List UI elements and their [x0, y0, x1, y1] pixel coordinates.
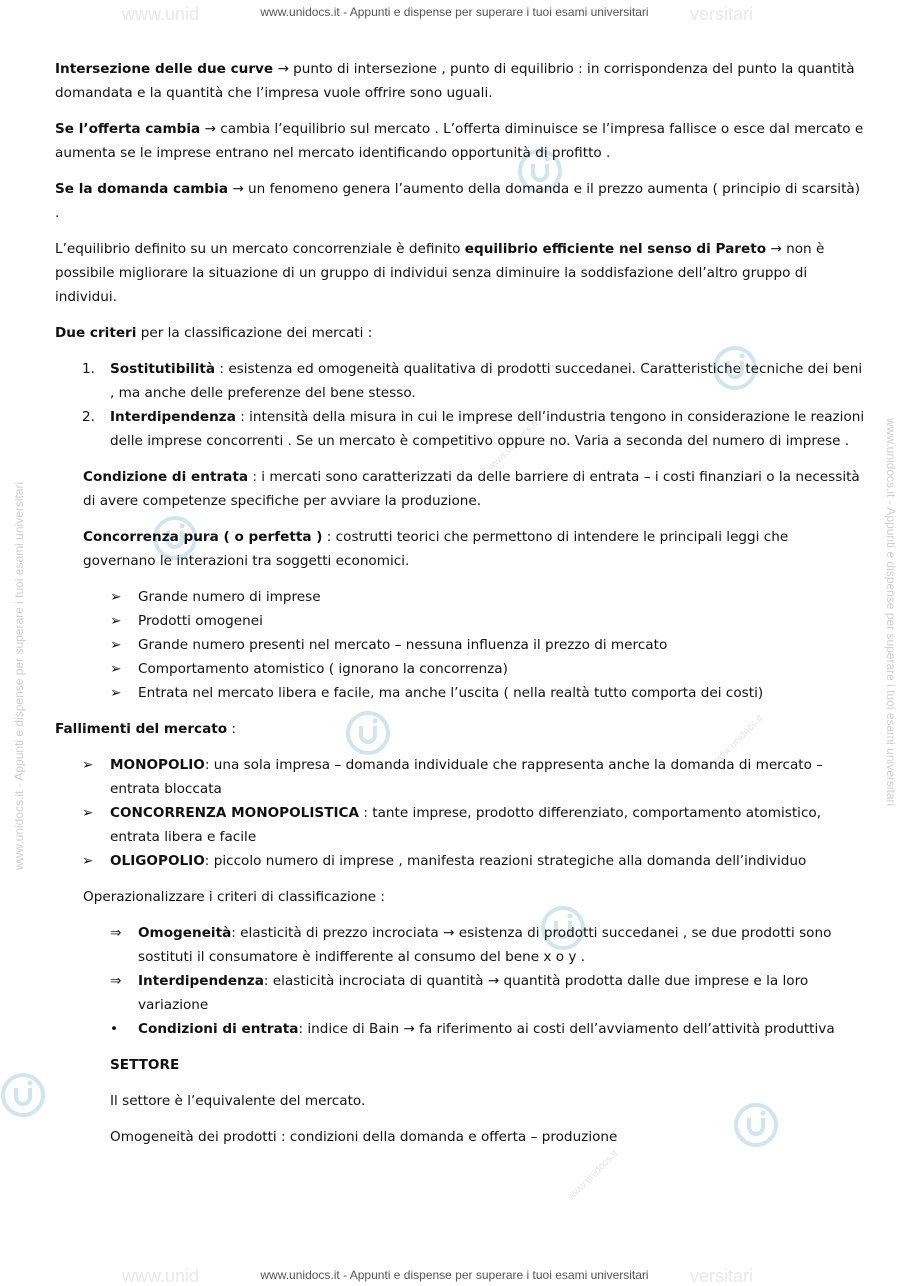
implies-arrow-icon: ⇒ [110, 973, 122, 989]
section-heading-settore [110, 1053, 865, 1077]
concorrenza-list [110, 585, 865, 705]
list-item [82, 753, 865, 801]
arrowhead-bullet-icon: ➢ [82, 853, 94, 869]
watermark-header: www.unidocs.it - Appunti e dispense per superare i tuoi esami universitari [260, 5, 649, 19]
list-item-text: : indice di Bain [298, 1021, 404, 1037]
list-number: 1. [82, 361, 95, 377]
paragraph-text: L’equilibrio definito su un mercato concorrenziale è definito [55, 241, 465, 257]
list-item-text: : una sola impresa – domanda individuale che rappresenta anche la domanda di mercato – entrata bloccata [110, 757, 824, 797]
arrowhead-bullet-icon: ➢ [110, 685, 122, 701]
arrow-icon: → [232, 181, 244, 197]
arrowhead-bullet-icon: ➢ [110, 637, 122, 653]
list-item-text: Grande numero presenti nel mercato – nessuna influenza il prezzo di mercato [138, 637, 668, 653]
term-criteri: Due criteri [55, 325, 137, 341]
list-item-text: : esistenza ed omogeneità qualitativa di prodotti succedanei. Caratteristiche tecniche dei beni , ma anche delle preferenze del bene stesso. [110, 361, 863, 401]
list-item [82, 801, 865, 849]
arrowhead-bullet-icon: ➢ [110, 613, 122, 629]
list-item [110, 969, 865, 1017]
watermark-side-left: www.unidocs.it - Appunti e dispense per superare i tuoi esami universitari [12, 481, 26, 870]
list-item-text: : intensità della misura in cui le imprese dell’industria tengono in considerazione le reazioni delle imprese concorrenti . Se un mercato è competitivo oppure no. Varia a seconda del numero di imprese . [110, 409, 865, 449]
paragraph-text: : [227, 721, 236, 737]
arrowhead-bullet-icon: ➢ [110, 661, 122, 677]
watermark-ghost-left-bottom: www.unid [122, 1266, 200, 1286]
watermark-ghost-right-bottom: versitari [690, 1266, 754, 1286]
arrowhead-bullet-icon: ➢ [110, 589, 122, 605]
watermark-diagonal: www.unidocs.it [485, 418, 541, 473]
paragraph-concorrenza-pura [83, 525, 865, 573]
arrow-icon: → [443, 925, 455, 941]
list-item [110, 921, 865, 969]
term-omogeneita: Omogeneità [138, 925, 232, 941]
paragraph-omogeneita-prodotti: Omogeneità dei prodotti : condizioni della domanda e offerta – produzione [110, 1129, 618, 1145]
list-item [82, 357, 865, 405]
document-body [55, 57, 865, 1161]
fallimenti-list [82, 753, 865, 873]
list-item-text: : elasticità incrociata di quantità [263, 973, 488, 989]
list-number: 2. [82, 409, 95, 425]
term-condizioni-entrata: Condizioni di entrata [138, 1021, 299, 1037]
arrowhead-bullet-icon: ➢ [82, 805, 94, 821]
paragraph-text: non è possibile migliorare la situazione di un gruppo di individui senza diminuire la soddisfazione dell’altro gruppo di individui. [55, 241, 825, 305]
term-fallimenti: Fallimenti del mercato [55, 721, 228, 737]
implies-arrow-icon: ⇒ [110, 925, 122, 941]
term-sostitutibilita: Sostitutibilità [110, 361, 216, 377]
paragraph-text: un fenomeno genera l’aumento della domanda e il prezzo aumenta ( principio di scarsità) . [55, 181, 861, 221]
term-concorrenza-monopolistica: CONCORRENZA MONOPOLISTICA [110, 805, 360, 821]
term-condizione-entrata: Condizione di entrata [83, 469, 248, 485]
term-monopolio: MONOPOLIO [110, 757, 205, 773]
list-item [110, 585, 865, 609]
watermark-side-right: www.unidocs.it - Appunti e dispense per superare i tuoi esami universitari [884, 418, 898, 807]
watermark-ghost-left: www.unid [122, 4, 200, 24]
arrow-icon: → [770, 241, 782, 257]
watermark-diagonal: www.unidocs.it [565, 1148, 621, 1203]
list-item [110, 633, 865, 657]
term-concorrenza-pura: Concorrenza pura ( o perfetta ) [83, 529, 323, 545]
paragraph-text: : costrutti teorici che permettono di intendere le principali leggi che governano le interazioni tra soggetti economici. [83, 529, 789, 569]
heading-settore: SETTORE [110, 1057, 180, 1073]
paragraph-offerta [55, 117, 865, 165]
list-item-text: Prodotti omogenei [138, 613, 263, 629]
arrow-icon: → [277, 61, 289, 77]
list-item-text: : elasticità di prezzo incrociata [231, 925, 443, 941]
list-item [82, 849, 865, 873]
arrow-icon: → [403, 1021, 415, 1037]
paragraph-domanda [55, 177, 865, 225]
term-oligopolio: OLIGOPOLIO [110, 853, 205, 869]
watermark-diagonal: www.unidocs.it [710, 713, 766, 768]
paragraph-fallimenti [55, 717, 865, 741]
paragraph-condizione-entrata [83, 465, 865, 513]
paragraph-text: per la classificazione dei mercati : [136, 325, 373, 341]
list-item [110, 657, 865, 681]
paragraph-text: punto di intersezione , punto di equilibrio : in corrispondenza del punto la quantità domandata e la quantità che l’impresa vuole offrire sono uguali. [55, 61, 855, 101]
watermark-footer: www.unidocs.it - Appunti e dispense per superare i tuoi esami universitari [260, 1268, 649, 1282]
unidocs-logo-icon [0, 1072, 46, 1118]
criteri-list [82, 357, 865, 453]
list-item-text: Entrata nel mercato libera e facile, ma anche l’uscita ( nella realtà tutto comporta dei costi) [138, 685, 764, 701]
term-interdipendenza: Interdipendenza [138, 973, 264, 989]
paragraph-operazionalizzare: Operazionalizzare i criteri di classificazione : [83, 889, 385, 905]
term-interdipendenza: Interdipendenza [110, 409, 236, 425]
watermark-ghost-right: versitari [690, 4, 754, 24]
list-item [110, 1017, 865, 1041]
operazionalizzare-list [110, 921, 865, 1041]
term-pareto: equilibrio efficiente nel senso di Pareto [464, 241, 767, 257]
list-item [110, 681, 865, 705]
paragraph-text: cambia l’equilibrio sul mercato . L’offerta diminuisce se l’impresa fallisce o esce dal mercato e aumenta se le imprese entrano nel mercato identificando opportunità di profitto . [55, 121, 864, 161]
paragraph-criteri [55, 321, 865, 345]
paragraph-pareto [55, 237, 865, 309]
arrow-icon: → [487, 973, 500, 989]
list-item-text: : piccolo numero di imprese , manifesta reazioni strategiche alla domanda dell’individuo [204, 853, 807, 869]
list-item [82, 405, 865, 453]
arrow-icon: → [204, 121, 216, 137]
paragraph-settore: Il settore è l’equivalente del mercato. [110, 1093, 366, 1109]
list-item [110, 609, 865, 633]
list-item-text: quantità prodotta dalle due imprese e la loro variazione [138, 973, 809, 1013]
list-item-text: esistenza di prodotti succedanei , se due prodotti sono sostituti il consumatore è indifferente al consumo del bene x o y . [138, 925, 832, 965]
term-domanda: Se la domanda cambia [55, 181, 228, 197]
list-item-text: Grande numero di imprese [138, 589, 321, 605]
list-item-text: Comportamento atomistico ( ignorano la concorrenza) [138, 661, 508, 677]
bullet-dot-icon: • [110, 1021, 119, 1037]
list-item-text: : tante imprese, prodotto differenziato, comportamento atomistico, entrata libera e facile [110, 805, 822, 845]
term-offerta: Se l’offerta cambia [55, 121, 201, 137]
term-intersezione: Intersezione delle due curve [55, 61, 274, 77]
list-item-text: fa riferimento ai costi dell’avviamento dell’attività produttiva [414, 1021, 835, 1037]
paragraph-text: : i mercati sono caratterizzati da delle barriere di entrata – i costi finanziari o la necessità di avere competenze specifiche per avviare la produzione. [83, 469, 860, 509]
paragraph-intersezione [55, 57, 865, 105]
arrowhead-bullet-icon: ➢ [82, 757, 94, 773]
